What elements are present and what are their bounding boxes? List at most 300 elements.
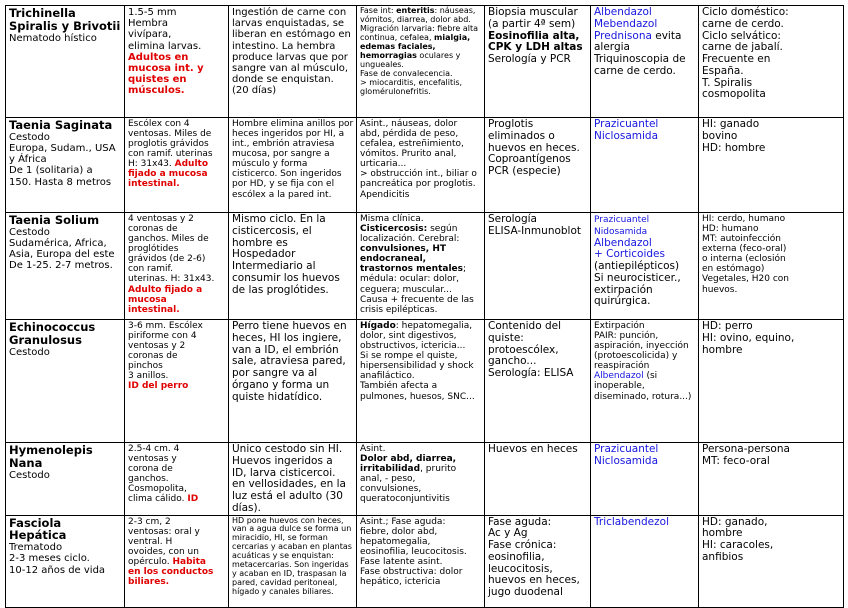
treatment-line [594, 361, 696, 371]
text-run: proglótides [128, 244, 179, 255]
text-run: eosinofilia, [488, 550, 545, 563]
text-run: Cisticercosis: [360, 224, 428, 235]
treatment-line [594, 66, 696, 78]
text-run: aspiración, inyección [594, 341, 689, 352]
morphology-line [128, 361, 226, 371]
clinic-line [360, 305, 482, 315]
life-cycle-line: en vellosidades, en la [232, 478, 346, 491]
life-cycle-line: cisticercosis, el [232, 224, 312, 237]
text-run: Niclosamida [594, 454, 659, 467]
epidemiology-line: HI: caracoles, [702, 539, 774, 551]
morphology-line [128, 567, 226, 577]
life-cycle-line: quiste hidatídico. [232, 390, 323, 403]
text-run: Si neurocisticer., [594, 271, 681, 284]
morphology-line [128, 494, 226, 504]
morphology-line [128, 63, 226, 74]
life-cycle-cell [229, 118, 357, 213]
text-run: ID [187, 494, 199, 505]
parasite-description: Nematodo hístico [9, 32, 97, 44]
clinic-line [360, 234, 482, 244]
clinic-line [360, 179, 482, 189]
text-run: quirúrgica. [594, 295, 651, 308]
text-run: Fase int: [360, 6, 397, 15]
text-run: con ramif. [128, 264, 173, 275]
text-run: Si se rompe el quiste, [360, 351, 458, 362]
clinic-line [360, 474, 482, 484]
text-run: en los conductos [128, 566, 214, 577]
text-run: ventral. H [128, 536, 173, 547]
parasite-cell [6, 118, 125, 213]
clinic-line [360, 547, 482, 557]
parasite-description: De 1 (solitaria) a [9, 165, 93, 177]
text-run: músculos. [128, 85, 185, 97]
text-run: Adultos en [128, 51, 189, 63]
text-run: coronas de [128, 351, 178, 362]
text-run: Causa + frecuente de las [360, 294, 474, 305]
text-run: protoescólex, [488, 343, 559, 356]
text-run: Coproantígenos [488, 153, 571, 166]
clinic-line [360, 464, 482, 474]
treatment-cell [591, 6, 699, 118]
text-run: Ac y Ag [488, 527, 528, 540]
text-run: 2-3 cm, 2 [128, 516, 171, 527]
text-run: hepatomegalia, [360, 536, 431, 547]
clinic-line [360, 274, 482, 284]
text-run: ganchos. [128, 474, 169, 485]
life-cycle-line: Huevos ingeridos a [232, 454, 333, 467]
treatment-line [594, 381, 696, 391]
clinic-line [360, 351, 482, 361]
life-cycle-line: cercarias y acaban en plantas [232, 542, 352, 552]
epidemiology-line: huevos. [702, 284, 738, 295]
text-run: ganchos. Miles de [128, 234, 209, 245]
parasite-name: Spiralis y Brivotii [9, 18, 121, 33]
epidemiology-cell [699, 6, 844, 118]
text-run: 3-6 mm. Escólex [128, 321, 203, 331]
text-run: jugo duodenal [488, 586, 563, 598]
clinic-line [360, 454, 482, 464]
text-run: glomérulonefritis. [360, 86, 431, 96]
epidemiology-line: hombre [702, 343, 743, 356]
text-run: obstructivos, ictericia... [360, 341, 466, 352]
morphology-line [128, 577, 226, 587]
diagnosis-cell [485, 515, 591, 607]
parasite-description: 2-3 meses ciclo. [9, 553, 90, 565]
morphology-line [128, 381, 226, 391]
diagnosis-cell [485, 213, 591, 320]
clinic-line [360, 190, 482, 200]
clinic-cell [357, 515, 485, 607]
text-run: irritabilidad [360, 464, 421, 475]
table-row [6, 443, 844, 516]
text-run: Serología y PCR [488, 53, 571, 65]
treatment-cell [591, 213, 699, 320]
text-run: ventosas: oral y [128, 526, 200, 537]
text-run: PCR (especie) [488, 165, 561, 177]
epidemiology-cell [699, 443, 844, 516]
clinic-line [360, 224, 482, 234]
morphology-line [128, 244, 226, 254]
text-run: Prednisona [594, 29, 652, 42]
text-run: Albendazol [594, 6, 652, 18]
epidemiology-cell [699, 515, 844, 607]
life-cycle-line: Hospedador [232, 248, 296, 261]
morphology-line [128, 41, 226, 52]
text-run: eliminados o [488, 129, 555, 142]
life-cycle-line: mucosa, por sangre a [232, 149, 330, 160]
morphology-line [128, 305, 226, 315]
parasite-description: Cestodo [9, 131, 50, 143]
clinic-line [360, 295, 482, 305]
clinic-line [360, 214, 482, 224]
text-run: Serología: ELISA [488, 367, 574, 379]
diagnosis-line [488, 368, 588, 380]
morphology-line [128, 274, 226, 284]
text-run: : náuseas, [434, 6, 476, 15]
parasite-description: Cestodo [9, 346, 50, 358]
diagnosis-cell [485, 118, 591, 213]
parasite-name: Trichinella [9, 6, 76, 20]
clinic-line [360, 254, 482, 264]
text-run: con ramif. uterinas [128, 149, 213, 160]
clinic-line [360, 577, 482, 587]
treatment-line [594, 341, 696, 351]
clinic-line [360, 285, 482, 295]
epidemiology-line: Persona-persona [702, 443, 790, 455]
text-run: (a partir 4ª sem) [488, 17, 576, 30]
morphology-line [128, 351, 226, 361]
clinic-line [360, 244, 482, 254]
life-cycle-line: hombre es [232, 236, 288, 249]
diagnosis-line [488, 587, 588, 599]
text-run: endocraneal, [360, 254, 427, 265]
parasite-description: Cestodo [9, 469, 50, 481]
text-run: 4 ventosas y 2 [128, 214, 194, 224]
text-run: hemorragias [360, 50, 417, 60]
text-run: Triquinoscopia de [594, 53, 686, 65]
life-cycle-line: Único cestodo sin HI. [232, 443, 343, 455]
clinic-line [360, 537, 482, 547]
morphology-line [128, 29, 226, 40]
morphology-line [128, 149, 226, 159]
text-run: biliares. [128, 576, 170, 587]
parasite-name: Granulosus [9, 332, 82, 347]
morphology-line [128, 547, 226, 557]
parasite-name: Hepática [9, 528, 67, 543]
life-cycle-line: hígado y canales biliares. [232, 587, 334, 597]
text-run: Apendicitis [360, 189, 410, 200]
parasite-name: Taenia Saginata [9, 118, 113, 132]
life-cycle-line: donde se enquistan. [232, 74, 334, 86]
morphology-cell [125, 443, 229, 516]
text-run: intestinal. [128, 179, 180, 190]
text-run: edemas faciales, [360, 41, 436, 51]
clinic-cell [357, 213, 485, 320]
text-run: Habita [172, 556, 206, 567]
text-run: Prazicuantel [594, 215, 650, 225]
life-cycle-line: sangre van al músculo, [232, 62, 349, 74]
epidemiology-line: en estómago) [702, 264, 765, 275]
text-run: vómitos, diarrea, dolor abd. [360, 14, 471, 24]
life-cycle-line: ID, larva cisticercoi. [232, 466, 336, 479]
morphology-line [128, 264, 226, 274]
parasite-cell [6, 213, 125, 320]
parasite-name: Echinococcus [9, 320, 96, 334]
parasite-cell [6, 443, 125, 516]
parasite-description: 10-12 años de vida [9, 564, 106, 576]
text-run: Huevos en heces [488, 443, 578, 455]
clinic-line [360, 444, 482, 454]
life-cycle-cell [229, 515, 357, 607]
life-cycle-line: órgano y forma un [232, 378, 330, 391]
text-run: Prazicuantel [594, 443, 659, 455]
life-cycle-line: de las proglótides. [232, 283, 329, 296]
morphology-line [128, 18, 226, 29]
epidemiology-cell [699, 320, 844, 443]
clinic-line [360, 494, 482, 504]
life-cycle-line: cisticerco. Son ingeridos [232, 169, 342, 180]
morphology-line [128, 52, 226, 63]
text-run: Dolor abd, diarrea, [360, 454, 457, 465]
morphology-line [128, 444, 226, 454]
text-run: mucosa int. y [128, 62, 204, 74]
clinic-line [360, 517, 482, 527]
text-run: hepático, ictericia [360, 576, 441, 587]
text-run: quiste: [488, 331, 524, 344]
text-run: huevos en heces. [488, 141, 580, 154]
text-run: mialgia, [434, 32, 471, 42]
morphology-line [128, 169, 226, 179]
parasite-description: 150. Hasta 8 metros [9, 176, 112, 188]
morphology-line [128, 179, 226, 189]
text-run: convulsiones, [360, 484, 422, 495]
table-row [6, 515, 844, 607]
text-run: evita [651, 29, 682, 42]
life-cycle-line: intestino. La hembra [232, 40, 336, 52]
epidemiology-line: HD: hombre [702, 141, 766, 154]
life-cycle-line: consumir los huevos [232, 271, 340, 284]
text-run: médula: ocular: dolor, [360, 274, 460, 285]
text-run: Cosmopolita, [128, 484, 187, 495]
text-run: PAIR: punción, [594, 331, 659, 342]
morphology-line [128, 537, 226, 547]
treatment-line [594, 321, 696, 331]
text-run: Escólex con 4 [128, 119, 190, 129]
morphology-line [128, 341, 226, 351]
epidemiology-line: anfibios [702, 550, 744, 563]
text-run: 1.5-5 mm [128, 7, 177, 18]
morphology-cell [125, 320, 229, 443]
life-cycle-cell [229, 320, 357, 443]
text-run: Adulto [174, 159, 209, 170]
text-run: corona de [128, 464, 173, 475]
clinic-line [360, 331, 482, 341]
diagnosis-line [488, 54, 588, 66]
clinic-line [360, 88, 482, 97]
life-cycle-line: Intermediario al [232, 260, 316, 272]
treatment-line [594, 351, 696, 361]
text-run: Albendazol [594, 371, 644, 382]
life-cycle-line: Perro tiene huevos en [232, 320, 347, 332]
life-cycle-line: van a ID, el embrión [232, 343, 339, 356]
treatment-line [594, 392, 696, 402]
clinic-cell [357, 118, 485, 213]
clinic-line [360, 567, 482, 577]
epidemiology-line: HI: cerdo, humano [702, 214, 786, 224]
life-cycle-line: sale, atraviesa pared, [232, 355, 346, 368]
life-cycle-cell [229, 443, 357, 516]
epidemiology-line: HI: ovino, equino, [702, 331, 795, 344]
parasite-description: De 1-25. 2-7 metros. [9, 260, 113, 272]
epidemiology-line: HD: humano [702, 224, 759, 235]
morphology-line [128, 285, 226, 295]
life-cycle-line: músculo y forma [232, 159, 308, 170]
morphology-line [128, 557, 226, 567]
text-run: uterinas. H: 31x43. [128, 274, 215, 285]
text-run: alergia [594, 41, 630, 54]
morphology-line [128, 7, 226, 18]
diagnosis-line [488, 444, 588, 456]
text-run: vivípara, [128, 29, 172, 41]
text-run: ventosas. Miles de [128, 129, 212, 140]
morphology-cell [125, 118, 229, 213]
text-run: H: 31x43. [128, 159, 175, 170]
epidemiology-line: T. Spiralis [702, 76, 753, 89]
diagnosis-line [488, 226, 588, 238]
text-run: También afecta a [360, 381, 438, 392]
text-run: ID del perro [128, 381, 189, 392]
text-run: elimina larvas. [128, 40, 202, 52]
text-run: Prazicuantel [594, 118, 659, 130]
parasite-description: Cestodo [9, 226, 50, 238]
text-run: Triclabendezol [594, 515, 669, 528]
text-run: anafiláctico. [360, 371, 415, 382]
text-run: Biopsia muscular [488, 6, 578, 18]
life-cycle-line: Ingestión de carne con [232, 7, 347, 18]
treatment-line [594, 517, 696, 529]
morphology-line [128, 119, 226, 129]
morphology-line [128, 295, 226, 305]
epidemiology-line: cosmopolita [702, 88, 766, 101]
text-run: Fase de convalecencia. [360, 68, 453, 78]
text-run: oculares y [416, 50, 461, 60]
text-run: continua, cefalea, [360, 32, 435, 42]
life-cycle-line: int., embrión atraviesa [232, 139, 335, 150]
text-run: pinchos [128, 361, 163, 372]
life-cycle-line: larvas enquistadas, se [232, 18, 345, 30]
clinic-line [360, 149, 482, 159]
text-run: pulmones, huesos, SNC... [360, 391, 475, 402]
morphology-line [128, 74, 226, 85]
text-run: Extirpación [594, 321, 645, 331]
morphology-line [128, 527, 226, 537]
morphology-line [128, 85, 226, 96]
text-run: Serología [488, 213, 537, 225]
text-run: según [427, 224, 458, 235]
text-run: quistes en [128, 74, 187, 86]
text-run: Adulto fijado a [128, 284, 203, 295]
morphology-line [128, 464, 226, 474]
text-run: ; [463, 264, 467, 275]
treatment-line [594, 214, 696, 226]
table-row [6, 6, 844, 118]
text-run: Asint. [360, 444, 386, 454]
parasite-table [5, 5, 844, 608]
morphology-line [128, 234, 226, 244]
parasite-description: Asia, Europa del este [9, 249, 115, 261]
epidemiology-line: externa (feco-oral) [702, 244, 787, 255]
epidemiology-line: HD: ganado, [702, 515, 768, 528]
epidemiology-line: Vegetales, H20 con [702, 274, 789, 285]
clinic-cell [357, 320, 485, 443]
text-run: queratoconjuntivitis [360, 494, 450, 505]
text-run: huevos en heces, [488, 574, 580, 587]
life-cycle-line: metacercarias. Son ingeridas [232, 560, 349, 570]
morphology-line [128, 517, 226, 527]
text-run: reaspiración [594, 361, 650, 372]
morphology-line [128, 159, 226, 169]
text-run: (antiepilépticos) [594, 260, 680, 272]
life-cycle-line: luz está el adulto (30 [232, 490, 343, 502]
life-cycle-line: liberan en estómago en [232, 29, 351, 41]
text-run: Proglotis [488, 118, 534, 130]
clinic-line [360, 139, 482, 149]
text-run: Hígado [360, 321, 396, 331]
life-cycle-line: van a agua dulce se forma un [232, 524, 352, 534]
clinic-line [360, 341, 482, 351]
parasitology-sheet [5, 5, 844, 608]
clinic-line [360, 321, 482, 331]
parasite-name: Nana [9, 455, 43, 470]
text-run: urticaria... [360, 159, 407, 170]
epidemiology-line: carne de jabalí. [702, 41, 783, 54]
treatment-cell [591, 320, 699, 443]
epidemiology-cell [699, 213, 844, 320]
text-run: enteritis [396, 6, 435, 15]
text-run: Niclosamida [594, 129, 659, 142]
morphology-line [128, 331, 226, 341]
clinic-line [360, 557, 482, 567]
text-run: abd, pérdida de peso, [360, 129, 459, 140]
text-run: > miocarditis, encefalitis, [360, 77, 463, 87]
text-run: cefalea, estreñimiento, [360, 139, 464, 150]
table-row [6, 213, 844, 320]
clinic-line [360, 371, 482, 381]
text-run: Fase latente asint. [360, 556, 443, 567]
morphology-cell [125, 6, 229, 118]
life-cycle-line: pared, cavidad peritoneal, [232, 578, 338, 588]
text-run: convulsiones, HT [360, 244, 447, 255]
clinic-line [360, 381, 482, 391]
text-run: ELISA-Inmunoblot [488, 224, 582, 237]
text-run: 2.5-4 cm. 4 [128, 444, 180, 454]
epidemiology-line: HD: perro [702, 320, 753, 332]
morphology-line [128, 224, 226, 234]
text-run: anal, - peso, [360, 474, 416, 485]
treatment-line [594, 296, 696, 308]
text-run: carne de cerdo. [594, 64, 676, 77]
life-cycle-line: HD pone huevos con heces, [232, 515, 344, 525]
epidemiology-line: España. [702, 64, 744, 77]
text-run: coronas de [128, 224, 178, 235]
clinic-line [360, 264, 482, 274]
text-run: piriforme con 4 [128, 331, 197, 342]
text-run: leucocitosis, [488, 562, 553, 575]
clinic-line [360, 361, 482, 371]
text-run: extirpación [594, 283, 653, 296]
text-run: eosinofilia, leucocitosis. [360, 546, 467, 557]
text-run: 3 anillos. [128, 371, 169, 382]
